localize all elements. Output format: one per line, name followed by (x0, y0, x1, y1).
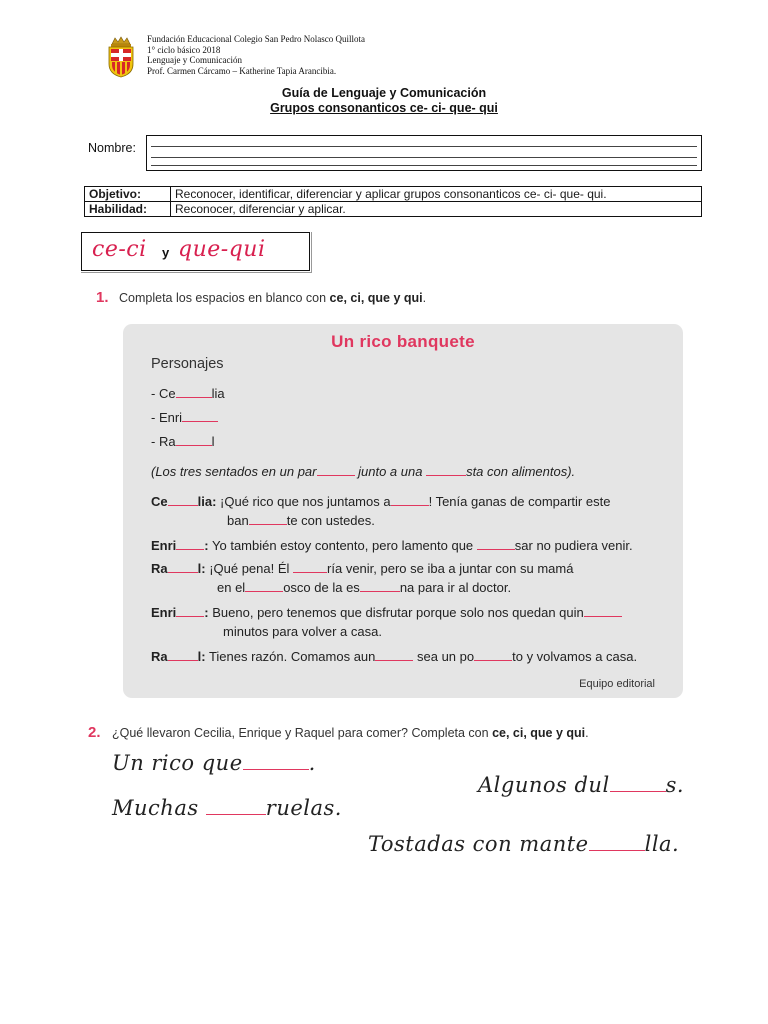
objective-value: Reconocer, identificar, diferenciar y aplicar grupos consonanticos ce- ci- que- qui. (171, 187, 702, 202)
text: ría venir, pero se iba a juntar con su mamá (327, 561, 574, 576)
cursive-que-qui: que-qui (178, 237, 266, 262)
school-name: Fundación Educacional Colegio San Pedro Nolasco Quillota (147, 34, 365, 44)
story-credit: Equipo editorial (579, 678, 655, 690)
question-1-prefix: Completa los espacios en blanco con (119, 291, 330, 305)
speaker: l: (197, 561, 206, 576)
scene-line (151, 464, 575, 479)
speaker: l: (197, 649, 206, 664)
text: Un rico que (112, 751, 243, 775)
handwriting-line (368, 832, 679, 856)
text: sea un po (413, 649, 475, 664)
blank-field[interactable] (317, 465, 355, 476)
objective-table (84, 186, 702, 217)
question-2-suffix: . (585, 726, 589, 740)
text: Tostadas con mante (368, 832, 589, 856)
handwriting-line (112, 796, 342, 820)
speaker: Ra (151, 649, 168, 664)
speaker: : (204, 605, 209, 620)
question-1-bold: ce, ci, que y qui (329, 291, 423, 305)
text: lia (211, 386, 225, 401)
speaker: Enri (151, 605, 177, 620)
text: l (211, 434, 215, 449)
text: to y volvamos a casa. (512, 649, 638, 664)
text: ! Tenía ganas de compartir este (428, 494, 611, 509)
text: osco de la es (283, 580, 360, 595)
text: junto a una (354, 464, 427, 479)
text: (Los tres sentados en un par (151, 464, 317, 479)
objective-key: Objetivo: (85, 187, 171, 202)
blank-field[interactable] (474, 650, 512, 661)
handwriting-line (478, 773, 684, 797)
cursive-title-box (81, 232, 310, 271)
blank-field[interactable] (168, 562, 198, 573)
blank-field[interactable] (168, 650, 198, 661)
speaker: Ra (151, 561, 168, 576)
writing-line (151, 165, 697, 166)
blank-field[interactable] (610, 778, 666, 792)
table-row (85, 202, 702, 217)
handwriting-line (112, 751, 316, 775)
writing-line (151, 146, 697, 147)
blank-field[interactable] (182, 411, 218, 422)
text: ¡Qué rico que nos juntamos a (216, 494, 391, 509)
characters-heading: Personajes (151, 356, 224, 372)
question-2-prefix: ¿Qué llevaron Cecilia, Enrique y Raquel para comer? Completa con (112, 726, 493, 740)
skill-value: Reconocer, diferenciar y aplicar. (171, 202, 702, 217)
question-1-number: 1. (96, 289, 109, 306)
speaker: : (204, 538, 209, 553)
text: - Enri (151, 410, 183, 425)
character-line (151, 410, 218, 425)
story-panel (123, 324, 683, 698)
text: Yo también estoy contento, pero lamento que (208, 538, 477, 553)
speaker: Enri (151, 538, 177, 553)
text: sta con alimentos). (466, 464, 576, 479)
text: sar no pudiera venir. (514, 538, 633, 553)
school-subject: Lenguaje y Comunicación (147, 55, 242, 65)
writing-line (151, 157, 697, 158)
text: na para ir al doctor. (399, 580, 512, 595)
question-2-text (112, 726, 589, 740)
character-line (151, 434, 214, 449)
page-subtitle: Grupos consonanticos ce- ci- que- qui (270, 101, 498, 115)
blank-field[interactable] (293, 562, 327, 573)
blank-field[interactable] (375, 650, 413, 661)
text: lla. (644, 832, 680, 856)
question-1-suffix: . (422, 291, 427, 305)
dialogue-line (151, 538, 633, 553)
blank-field[interactable] (245, 581, 283, 592)
blank-field[interactable] (426, 465, 466, 476)
text: Algunos dul (478, 773, 610, 797)
school-cycle: 1° ciclo básico 2018 (147, 44, 221, 55)
text: minutos para volver a casa. (223, 624, 382, 639)
speaker: lia: (197, 494, 217, 509)
text: en el (217, 580, 246, 595)
dialogue-line (223, 624, 382, 639)
speaker: Ce (151, 494, 168, 509)
school-teachers: Prof. Carmen Cárcamo – Katherine Tapia Arancibia. (147, 65, 337, 76)
question-2-bold: ce, ci, que y qui (492, 726, 586, 740)
dialogue-line (151, 561, 573, 576)
text: Tienes razón. Comamos aun (205, 649, 376, 664)
page-title: Guía de Lenguaje y Comunicación (281, 86, 487, 100)
dialogue-line (151, 494, 610, 509)
table-row (85, 187, 702, 202)
text: ¡Qué pena! Él (205, 561, 294, 576)
blank-field[interactable] (360, 581, 400, 592)
nombre-label: Nombre: (88, 141, 136, 155)
blank-field[interactable] (249, 514, 287, 525)
text: te con ustedes. (286, 513, 375, 528)
blank-field[interactable] (243, 756, 309, 770)
school-info (147, 34, 365, 76)
text: Muchas (112, 796, 206, 820)
cursive-connector: y (162, 245, 170, 260)
text: Bueno, pero tenemos que disfrutar porque solo nos quedan quin (208, 605, 584, 620)
text: - Ce (151, 386, 176, 401)
text: s. (665, 773, 685, 797)
blank-field[interactable] (168, 495, 198, 506)
text: ruelas. (265, 796, 342, 820)
dialogue-line (227, 513, 375, 528)
skill-key: Habilidad: (85, 202, 171, 217)
text: . (308, 751, 316, 775)
blank-field[interactable] (477, 539, 515, 550)
blank-field[interactable] (589, 837, 645, 851)
dialogue-line (151, 649, 637, 664)
blank-field[interactable] (391, 495, 429, 506)
blank-field[interactable] (176, 387, 212, 398)
question-1-text (119, 291, 426, 305)
cursive-ce-ci: ce-ci (92, 237, 147, 262)
nombre-field[interactable] (146, 135, 702, 171)
blank-field[interactable] (176, 606, 204, 617)
text: - Ra (151, 434, 176, 449)
text: ban (227, 513, 249, 528)
dialogue-line (151, 605, 622, 620)
dialogue-line (217, 580, 511, 595)
question-2-number: 2. (88, 724, 101, 741)
blank-field[interactable] (176, 435, 212, 446)
blank-field[interactable] (584, 606, 622, 617)
story-title: Un rico banquete (331, 332, 475, 351)
school-crest-icon (106, 36, 136, 78)
blank-field[interactable] (176, 539, 204, 550)
blank-field[interactable] (206, 801, 266, 815)
character-line (151, 386, 225, 401)
